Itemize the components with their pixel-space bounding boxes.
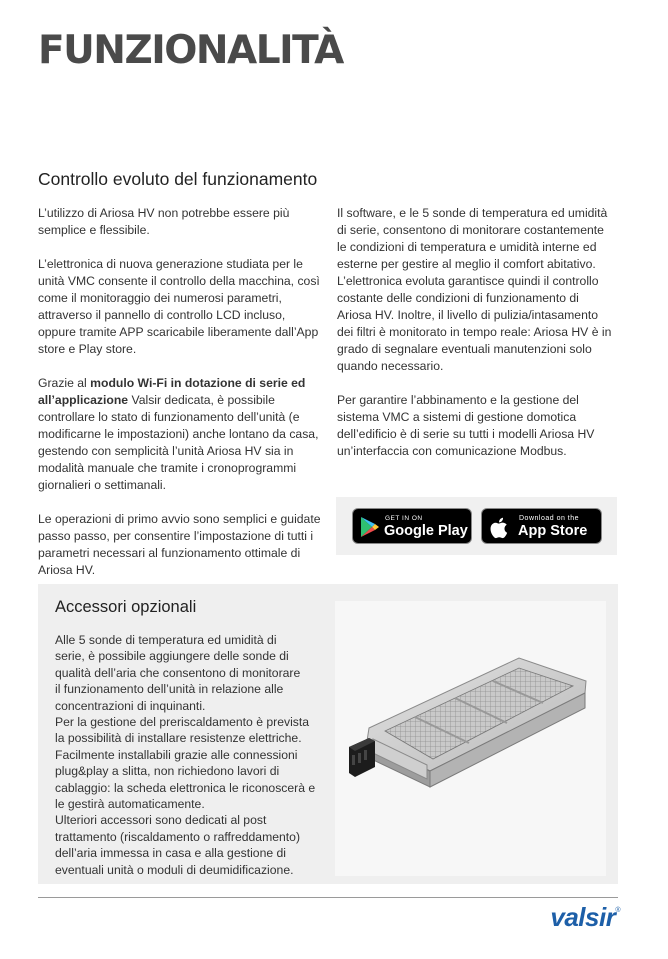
left-column — [38, 205, 322, 596]
google-play-badge[interactable] — [352, 508, 472, 544]
accessories-line: plug&play a slitta, non richiedono lavori di — [55, 764, 280, 779]
accessories-line: Alle 5 sonde di temperatura ed umidità di — [55, 633, 277, 647]
accessories-line: le gestirà automaticamente. — [55, 797, 205, 812]
accessories-line: Per la gestione del preriscaldamento è prevista — [55, 715, 310, 730]
google-play-icon — [360, 516, 380, 538]
accessories-line: la possibilità di installare resistenze elettriche. — [55, 731, 302, 746]
accessories-text — [55, 632, 323, 878]
apple-badge-big-text: App Store — [518, 523, 588, 539]
accessories-line: qualità dell’aria che consentono di monitorare — [55, 665, 301, 680]
accessories-line: concentrazioni di inquinanti. — [55, 698, 206, 713]
paragraph-intro: L’utilizzo di Ariosa HV non potrebbe essere più semplice e flessibile. — [38, 206, 290, 237]
apple-badge-small-text: Download on the — [519, 515, 580, 522]
google-badge-big-text: Google Play — [384, 523, 468, 539]
wifi-text-bold: modulo Wi-Fi in dotazione di serie ed all’applicazione — [38, 376, 306, 407]
accessories-line: dell’aria immessa in casa e alla gestione di — [55, 846, 287, 861]
section-title: Controllo evoluto del funzionamento — [38, 169, 318, 189]
accessories-line: serie, è possibile aggiungere delle sonde di — [55, 649, 289, 664]
accessories-title: Accessori opzionali — [55, 598, 197, 616]
google-badge-small-text: GET IN ON — [385, 515, 423, 522]
footer-divider — [38, 897, 618, 898]
accessories-line: eventuali unità o moduli di deumidificazione. — [55, 862, 294, 877]
paragraph-setup: Le operazioni di primo avvio sono semplici e guidate passo passo, per consentire l’impostazione di tutti i parametri necessari al funzionamento ottimale di Ariosa HV. — [38, 512, 321, 577]
paragraph-modbus: Per garantire l’abbinamento e la gestione del sistema VMC a sistemi di gestione domotica dell’edificio è di serie su tutti i modelli Ariosa HV un’interfaccia con comunicazione Modbus. — [337, 393, 595, 458]
accessories-line: Facilmente installabili grazie alle connessioni — [55, 747, 298, 762]
wifi-text-before: Grazie al — [38, 376, 91, 390]
brand-name: valsir — [550, 902, 616, 932]
paragraph-software: Il software, e le 5 sonde di temperatura ed umidità di serie, consentono di monitorare costantemente le condizioni di temperatura e umidità interne ed esterne per gestire al meglio il comfort abitativo. L’elettronica evoluta garantisce quindi il controllo costante delle condizioni di funzionamento di Ariosa HV. Inoltre, il livello di pulizia/intasamento dei filtri è monitorato in tempo reale: Ariosa HV è in grado di segnalare eventuali manutenzioni solo quando necessario. — [337, 206, 612, 373]
right-column — [337, 205, 615, 477]
accessories-line: trattamento (riscaldamento o raffreddamento) — [55, 829, 300, 844]
paragraph-wifi — [38, 375, 322, 494]
apple-icon — [489, 516, 511, 540]
accessories-line: Ulteriori accessori sono dedicati al post — [55, 813, 267, 828]
heater-module-illustration — [335, 601, 606, 876]
store-badges — [336, 497, 617, 555]
accessories-line: il funzionamento dell’unità in relazione alle — [55, 682, 284, 697]
heater-module-photo — [335, 601, 606, 876]
app-store-badge[interactable] — [481, 508, 602, 544]
wifi-text-after: Valsir dedicata, è possibile controllare lo stato di funzionamento dell’unità (e modificarne le impostazioni) anche lontano da casa, gestendo con semplicità l’unità Ariosa HV sia in modalità manuale che tramite i cronoprogrammi giornalieri o settimanali. — [38, 393, 319, 492]
page-title: FUNZIONALITÀ — [38, 28, 343, 73]
accessories-line: cablaggio: la scheda elettronica le riconoscerà e — [55, 780, 316, 795]
paragraph-electronics: L’elettronica di nuova generazione studiata per le unità VMC consente il controllo della macchina, così come il monitoraggio dei numerosi parametri, attraverso il pannello di controllo LCD incluso, oppure tramite APP scaricabile liberamente dall’App store e Play store. — [38, 257, 320, 356]
accessories-panel — [38, 584, 618, 884]
valsir-logo — [550, 902, 620, 933]
registered-mark: ® — [615, 907, 620, 914]
